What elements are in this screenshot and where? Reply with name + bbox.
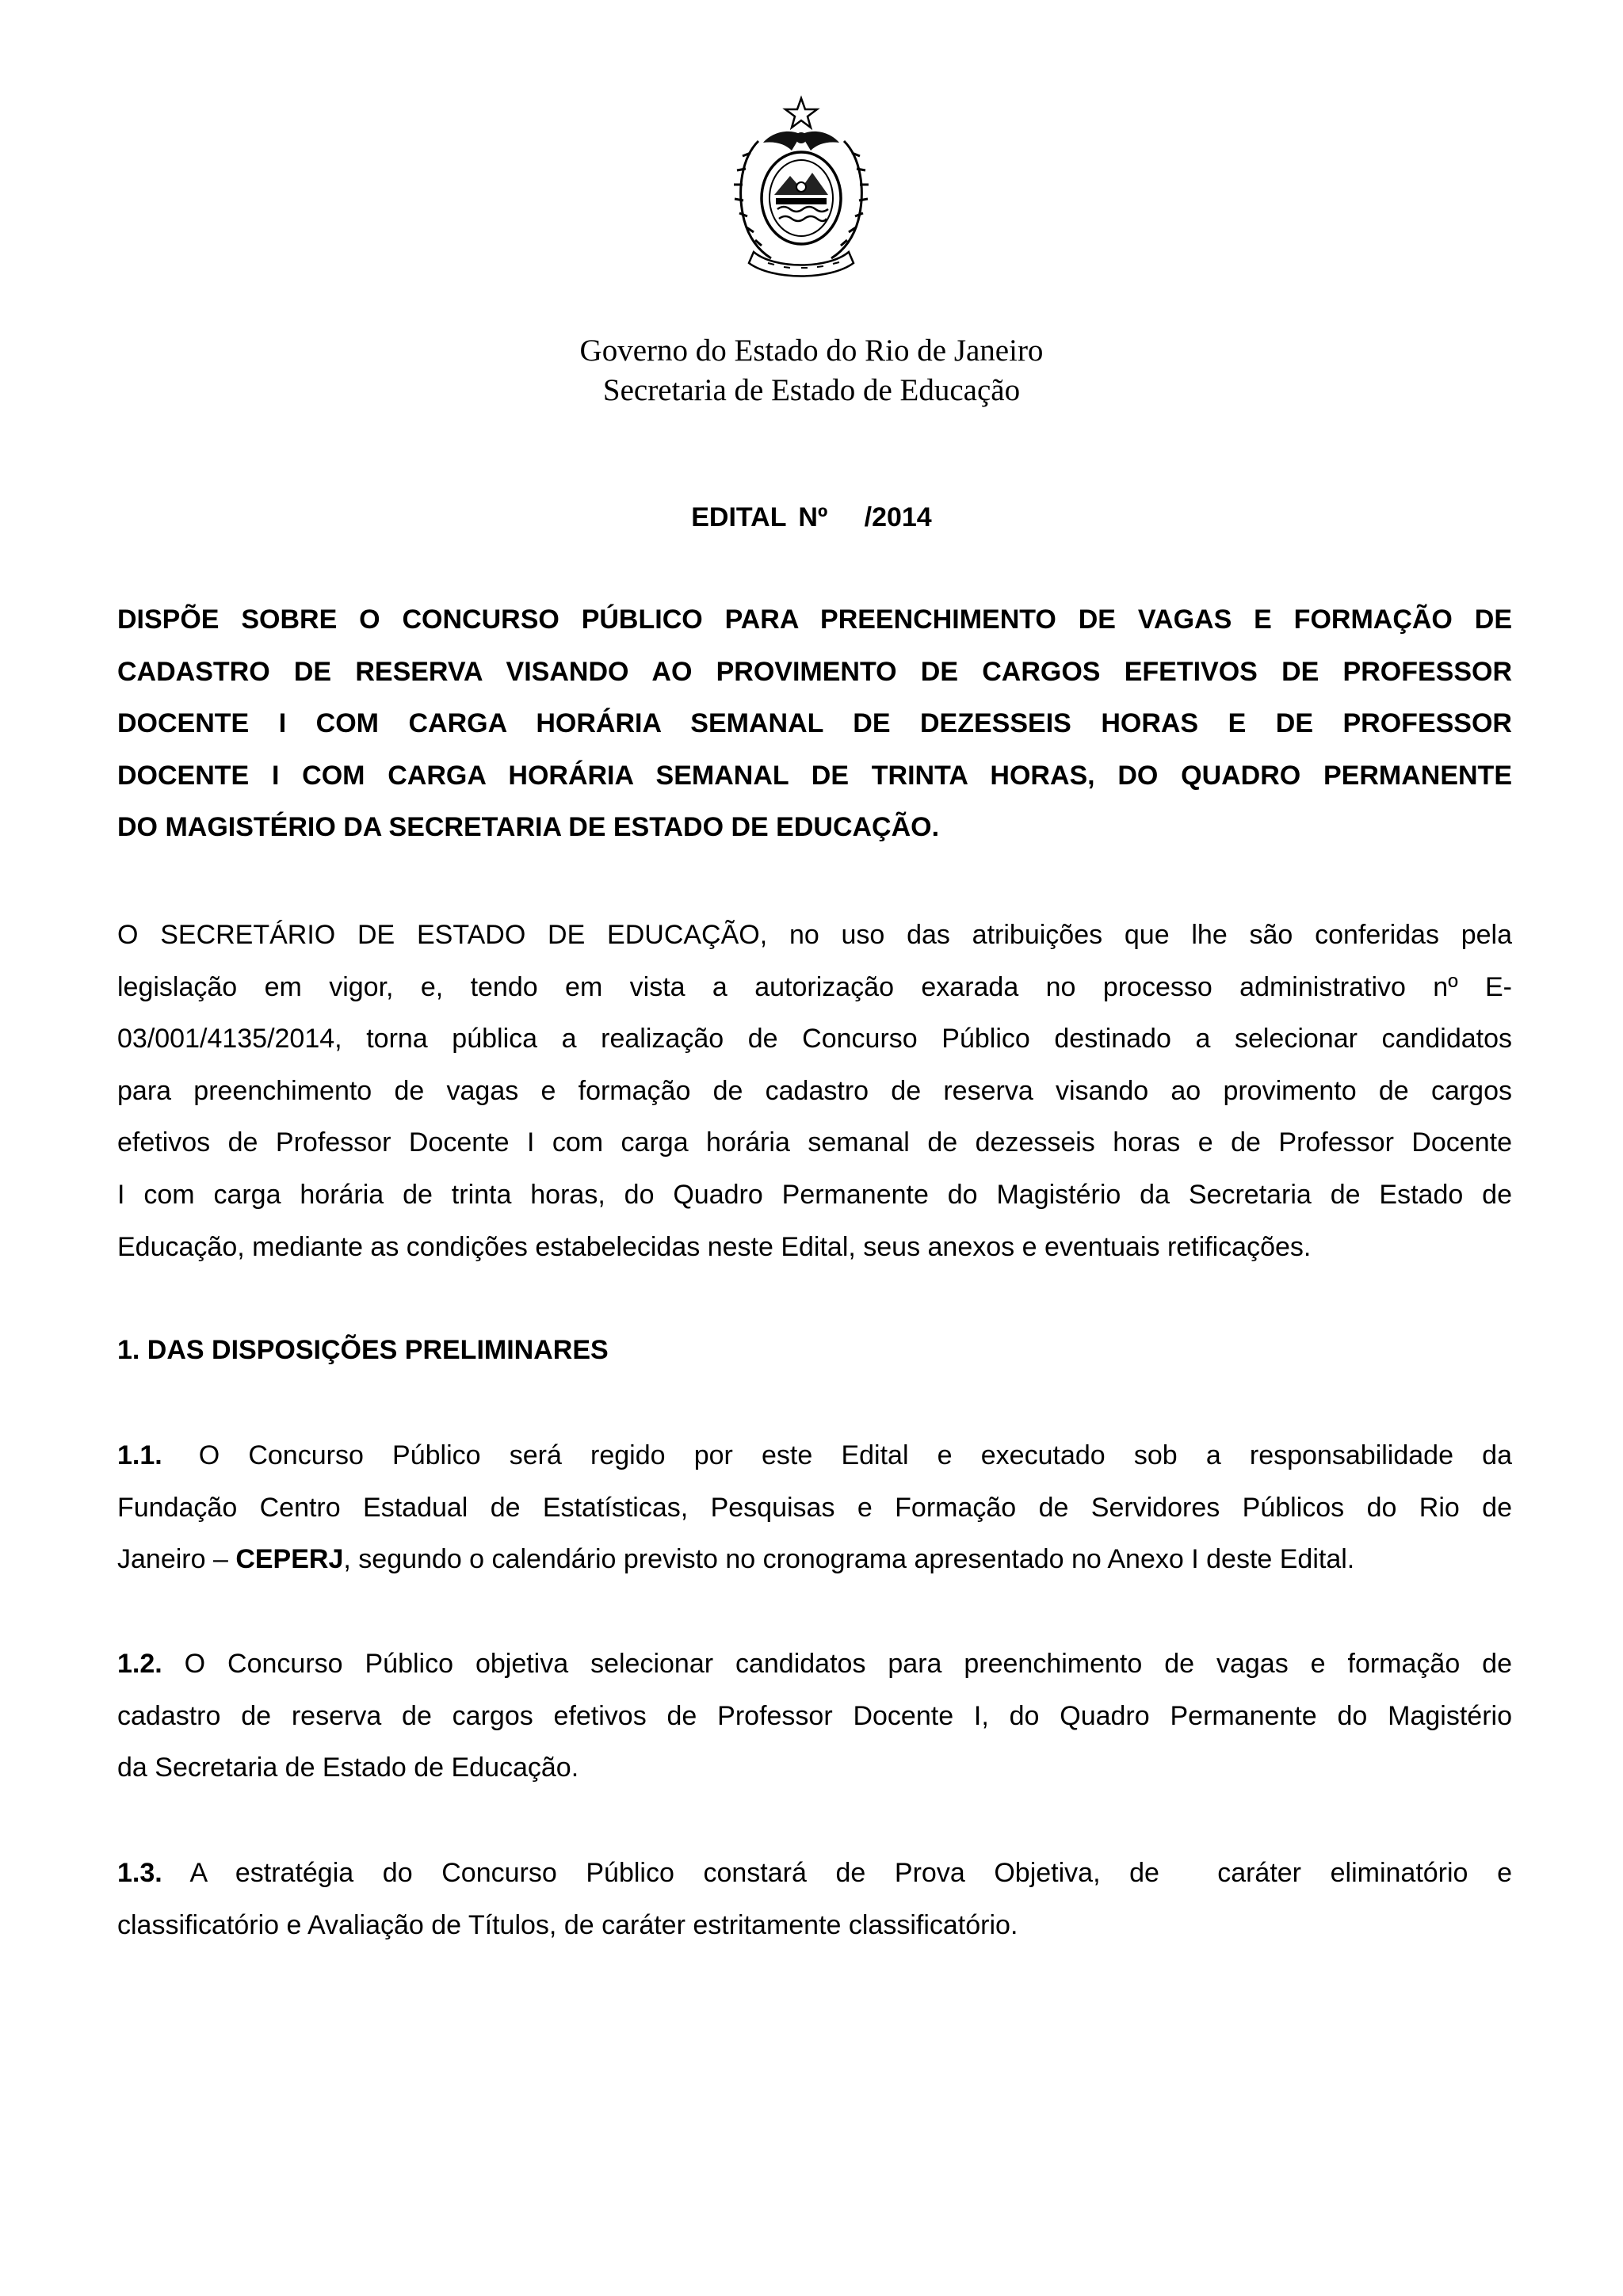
preamble-paragraph — [117, 594, 1512, 854]
intro-line: para preenchimento de vagas e formação de cadastro de reserva visando ao provimento de cargos — [117, 1075, 1512, 1106]
intro-line: Educação, mediante as condições estabelecidas neste Edital, seus anexos e eventuais retificações. — [117, 1231, 1312, 1262]
preamble-line: DO MAGISTÉRIO DA SECRETARIA DE ESTADO DE EDUCAÇÃO. — [117, 812, 940, 843]
clause-1-3 — [117, 1848, 1512, 1951]
coat-of-arms-icon — [727, 93, 876, 280]
preamble-line: CADASTRO DE RESERVA VISANDO AO PROVIMENTO DE CARGOS EFETIVOS DE PROFESSOR — [117, 656, 1512, 687]
clause-text: O Concurso Público será regido por este Edital e executado sob a responsabilidade da — [198, 1440, 1512, 1470]
clause-number: 1.1. — [117, 1440, 162, 1470]
intro-paragraph — [117, 910, 1512, 1273]
clause-1-2 — [117, 1638, 1512, 1794]
clause-line — [117, 1638, 1512, 1691]
preamble-line: DOCENTE I COM CARGA HORÁRIA SEMANAL DE DEZESSEIS HORAS E DE PROFESSOR — [117, 708, 1512, 739]
ceperj-acronym: CEPERJ — [235, 1544, 344, 1575]
clause-line — [117, 1848, 1512, 1900]
clause-1-1 — [117, 1430, 1512, 1586]
clause-text: O Concurso Público objetiva selecionar candidatos para preenchimento de vagas e formação de — [162, 1649, 1512, 1679]
section-heading: 1. DAS DISPOSIÇÕES PRELIMINARES — [117, 1335, 609, 1365]
clause-line: cadastro de reserva de cargos efetivos de Professor Docente I, do Quadro Permanente do Magistério — [117, 1700, 1512, 1731]
clause-line: da Secretaria de Estado de Educação. — [117, 1753, 579, 1783]
preamble-line: DISPÕE SOBRE O CONCURSO PÚBLICO PARA PREENCHIMENTO DE VAGAS E FORMAÇÃO DE — [117, 605, 1512, 635]
preamble-line: DOCENTE I COM CARGA HORÁRIA SEMANAL DE TRINTA HORAS, DO QUADRO PERMANENTE — [117, 760, 1512, 791]
clause-line: classificatório e Avaliação de Títulos, de caráter estritamente classificatório. — [117, 1909, 1018, 1940]
intro-line: 03/001/4135/2014, torna pública a realização de Concurso Público destinado a selecionar candidatos — [117, 1024, 1512, 1055]
clause-number: 1.3. — [117, 1858, 162, 1888]
intro-line: efetivos de Professor Docente I com carga horária semanal de dezesseis horas e de Professor Docente — [117, 1127, 1512, 1158]
intro-line: I com carga horária de trinta horas, do Quadro Permanente do Magistério da Secretaria de Estado de — [117, 1179, 1512, 1210]
clause-line: Fundação Centro Estadual de Estatísticas, Pesquisas e Formação de Servidores Públicos do Rio de — [117, 1492, 1512, 1523]
intro-line: legislação em vigor, e, tendo em vista a autorização exarada no processo administrativo nº E- — [117, 971, 1512, 1002]
secretariat-name: Secretaria de Estado de Educação — [602, 373, 1021, 407]
clause-line — [117, 1534, 1512, 1586]
clause-text: Janeiro – — [117, 1544, 236, 1575]
government-header — [0, 331, 1623, 410]
clause-line — [117, 1430, 1512, 1482]
clause-number: 1.2. — [117, 1649, 162, 1679]
edital-title: EDITAL Nº /2014 — [691, 502, 932, 532]
clause-text: A estratégia do Concurso Público constará de Prova Objetiva, de caráter eliminatório e — [162, 1858, 1512, 1888]
clause-text: , segundo o calendário previsto no cronograma apresentado no Anexo I deste Edital. — [343, 1544, 1355, 1575]
government-name: Governo do Estado do Rio de Janeiro — [579, 334, 1044, 368]
intro-line: O SECRETÁRIO DE ESTADO DE EDUCAÇÃO, no uso das atribuições que lhe são conferidas pela — [117, 920, 1512, 950]
